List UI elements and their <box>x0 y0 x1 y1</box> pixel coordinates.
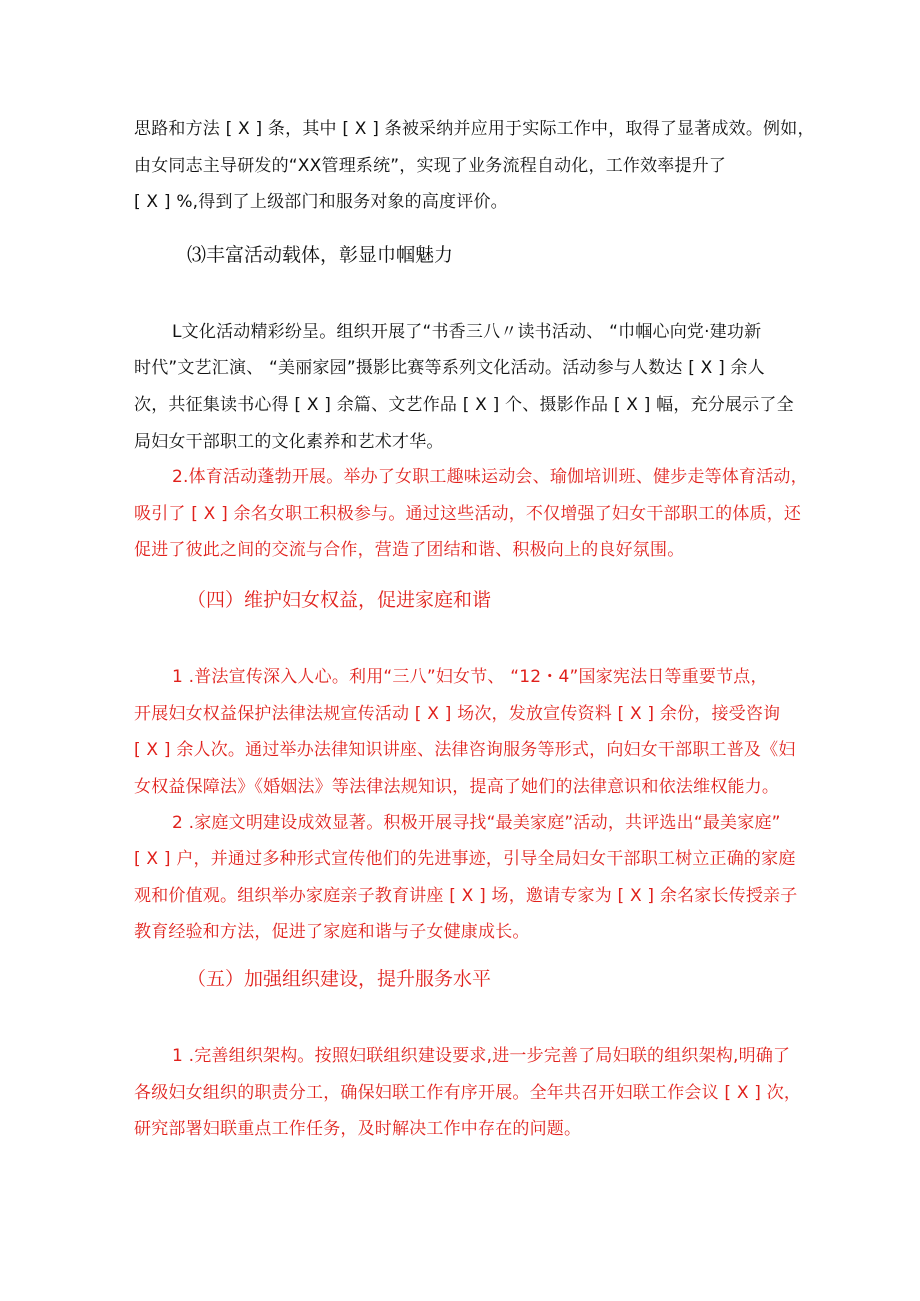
item-5-1-line-3: 研究部署妇联重点工作任务，及时解决工作中存在的问题。 <box>134 1119 582 1139</box>
item-4-2-line-3: 观和价值观。组织举办家庭亲子教育讲座 [ X ] 场，邀请专家为 [ X ] 余名家长传授亲子 <box>134 886 798 906</box>
section-4-heading: （四）维护妇女权益，促进家庭和谐 <box>187 589 492 611</box>
item-4-1-line-4: 女权益保障法》《婚姻法》等法律法规知识，提高了她们的法律意识和依法维权能力。 <box>134 777 780 797</box>
item-4-2-line-4: 教育经验和方法，促进了家庭和谐与子女健康成长。 <box>134 922 530 942</box>
item-3-2-line-1: 2.体育活动蓬勃开展。举办了女职工趣味运动会、瑜伽培训班、健步走等体育活动， <box>172 467 808 487</box>
methods-line-2: 由女同志主导研发的“XX管理系统”，实现了业务流程自动化，工作效率提升了 <box>134 156 727 176</box>
item-3-2-line-3: 促进了彼此之间的交流与合作，营造了团结和谐、积极向上的良好氛围。 <box>134 540 685 560</box>
item-3-1-line-2: 时代”文艺汇演、 “美丽家园”摄影比赛等系列文化活动。活动参与人数达 [ X ] 余人 <box>134 358 765 378</box>
item-4-1-line-1: 1 .普法宣传深入人心。利用“三八”妇女节、 “12・4”国家宪法日等重要节点， <box>172 667 768 687</box>
item-3-1-line-1: L文化活动精彩纷呈。组织开展了“书香三八〃读书活动、 “巾帼心向党·建功新 <box>172 322 762 342</box>
item-4-2-line-2: [ X ] 户，并通过多种形式宣传他们的先进事迹，引导全局妇女干部职工树立正确的家庭 <box>134 849 796 869</box>
item-5-1-line-2: 各级妇女组织的职责分工，确保妇联工作有序开展。全年共召开妇联工作会议 [ X ] 次， <box>134 1083 802 1103</box>
item-4-1-line-3: [ X ] 余人次。通过举办法律知识讲座、法律咨询服务等形式，向妇女干部职工普及《妇 <box>134 740 796 760</box>
item-4-2-line-1: 2 .家庭文明建设成效显著。积极开展寻找“最美家庭”活动，共评选出“最美家庭” <box>172 813 781 833</box>
item-5-1-line-1: 1 .完善组织架构。按照妇联组织建设要求,进一步完善了局妇联的组织架构,明确了 <box>172 1046 791 1066</box>
item-3-1-line-4: 局妇女干部职工的文化素养和艺术才华。 <box>134 432 444 452</box>
item-3-1-line-3: 次，共征集读书心得 [ X ] 余篇、文艺作品 [ X ] 个、摄影作品 [ X ] 幅，充分展示了全 <box>134 395 794 415</box>
item-4-1-line-2: 开展妇女权益保护法律法规宣传活动 [ X ] 场次，发放宣传资料 [ X ] 余份，接受咨询 <box>134 704 781 724</box>
item-3-2-line-2: 吸引了 [ X ] 余名女职工积极参与。通过这些活动，不仅增强了妇女干部职工的体质，还 <box>134 504 802 524</box>
section-3-heading: ⑶丰富活动载体，彰显巾帼魅力 <box>187 244 454 266</box>
methods-line-1: 思路和方法 [ X ] 条，其中 [ X ] 条被采纳并应用于实际工作中，取得了显著成效。例如， <box>134 119 815 139</box>
section-5-heading: （五）加强组织建设，提升服务水平 <box>187 968 492 990</box>
methods-line-3: [ X ] %,得到了上级部门和服务对象的高度评价。 <box>134 192 508 212</box>
